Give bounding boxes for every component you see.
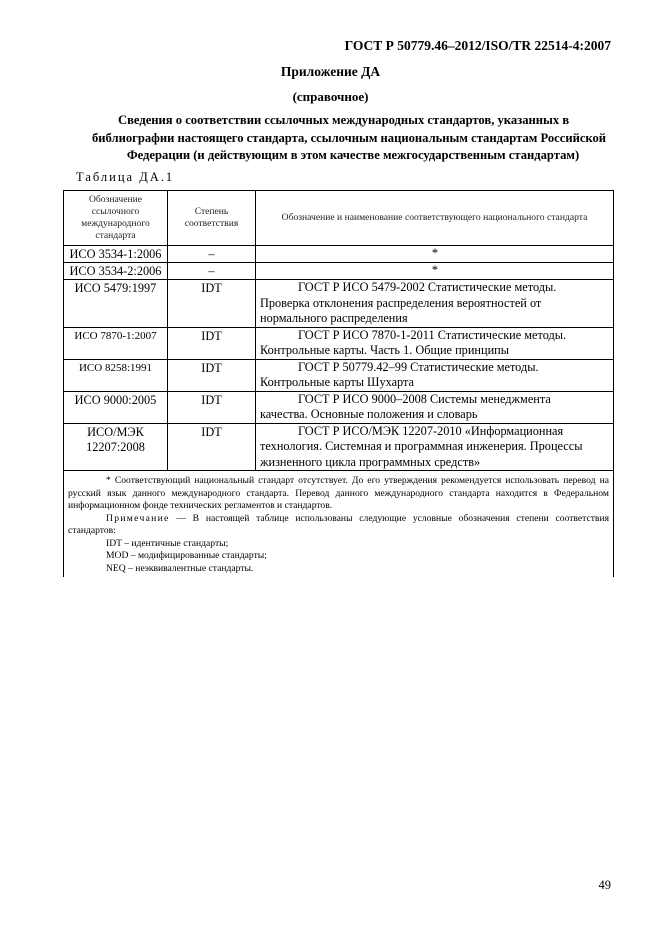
cell-national-first: *: [431, 246, 439, 260]
code-idt: IDT – идентичные стандарты;: [106, 537, 229, 549]
cell-national-rest: качества. Основные положения и словарь: [260, 407, 478, 421]
table-row: [64, 359, 614, 391]
cell-national: [256, 263, 614, 280]
code-mod: MOD – модифицированные стандарты;: [106, 550, 267, 561]
cell-national: [256, 246, 614, 263]
table-notes-row: [64, 471, 614, 578]
cell-degree: IDT: [168, 391, 256, 423]
cell-national: [256, 280, 614, 328]
cell-national: [256, 327, 614, 359]
cell-degree: IDT: [168, 423, 256, 471]
table-row: [64, 263, 614, 280]
cell-national-first: ГОСТ Р ИСО 5479-2002 Статистические методы.: [298, 280, 557, 294]
cell-national-first: ГОСТ Р ИСО/МЭК 12207-2010 «Информационная: [298, 423, 564, 438]
header-national-standard: Обозначение и наименование соответствующего национального стандарта: [256, 191, 614, 246]
cell-national: [256, 423, 614, 471]
caption-line-3: Федерации (и действующим в этом качестве межгосударственным стандартам): [126, 148, 580, 162]
table-label: Таблица ДА.1: [76, 170, 175, 184]
annex-subtitle: (справочное): [292, 89, 369, 104]
table-row: [64, 423, 614, 471]
table-row: [64, 246, 614, 263]
cell-national-first: *: [431, 263, 439, 277]
annex-caption: [92, 112, 614, 165]
caption-line-2: библиографии настоящего стандарта, ссылочным национальным стандартам Российской: [92, 130, 607, 145]
correspondence-table: [63, 190, 614, 577]
footnote: * Соответствующий национальный стандарт отсутствует. До его утверждения рекомендуется использовать перевод на русский язык данного международного стандарта. Перевод данного международного стандарта находится в Федеральном информационном фонде технических регламентов и стандартов.: [68, 475, 609, 511]
cell-ref: ИСО/МЭК 12207:2008: [64, 423, 168, 471]
cell-ref: ИСО 9000:2005: [64, 391, 168, 423]
cell-national-first: ГОСТ Р 50779.42–99 Статистические методы.: [298, 359, 539, 374]
table-row: [64, 280, 614, 328]
cell-national-rest: Контрольные карты. Часть 1. Общие принципы: [260, 343, 509, 357]
cell-national-first: ГОСТ Р ИСО 7870-1-2011 Статистические методы.: [298, 327, 567, 342]
header-degree: Степень соответствия: [168, 191, 256, 246]
cell-degree: IDT: [168, 327, 256, 359]
cell-degree: –: [168, 246, 256, 263]
table-notes: [64, 471, 614, 578]
code-neq: NEQ – неэквивалентные стандарты.: [106, 562, 254, 574]
table-row: [64, 391, 614, 423]
table-header-row: [64, 191, 614, 246]
cell-national-rest: технология. Системная и программная инженерия. Процессы жизненного цикла программных средств»: [260, 439, 583, 469]
note-text: — В настоящей таблице использованы следующие условные обозначения степени соответствия стандартов:: [68, 512, 609, 536]
cell-national-first: ГОСТ Р ИСО 9000–2008 Системы менеджмента: [298, 391, 551, 406]
cell-ref: ИСО 3534-1:2006: [64, 246, 168, 263]
cell-degree: IDT: [168, 359, 256, 391]
cell-ref: ИСО 8258:1991: [64, 359, 168, 391]
header-ref-standard: Обозначение ссылочного международного стандарта: [64, 191, 168, 246]
cell-ref: ИСО 3534-2:2006: [64, 263, 168, 280]
note: [68, 513, 609, 538]
caption-line-1: Сведения о соответствии ссылочных международных стандартов, указанных в: [118, 113, 570, 127]
cell-national: [256, 391, 614, 423]
cell-degree: IDT: [168, 280, 256, 328]
cell-degree: –: [168, 263, 256, 280]
cell-ref: ИСО 5479:1997: [64, 280, 168, 328]
document-header: ГОСТ Р 50779.46–2012/ISO/TR 22514-4:2007: [344, 38, 611, 53]
cell-national-rest: Проверка отклонения распределения вероятностей от нормального распределения: [260, 295, 542, 325]
cell-ref: ИСО 7870-1:2007: [64, 327, 168, 359]
note-label: Примечание: [106, 512, 170, 524]
page-number: 49: [598, 878, 611, 892]
cell-national-rest: Контрольные карты Шухарта: [260, 375, 415, 389]
annex-title: Приложение ДА: [280, 64, 381, 79]
cell-national: [256, 359, 614, 391]
table-row: [64, 327, 614, 359]
